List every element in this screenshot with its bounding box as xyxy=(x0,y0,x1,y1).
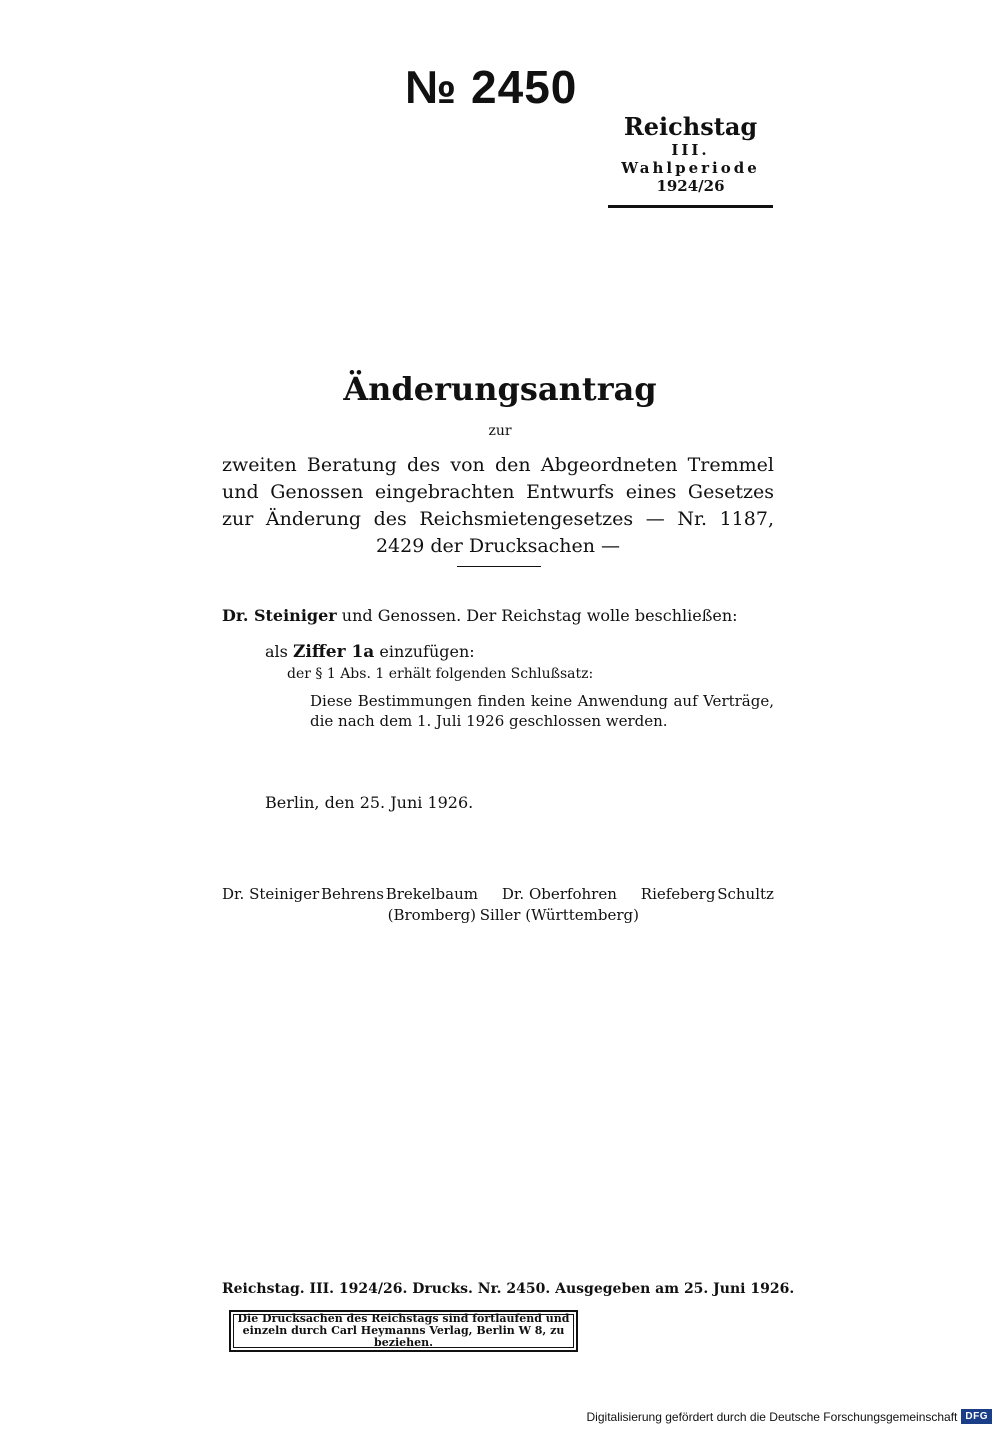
signatory-name: Schultz xyxy=(717,885,774,903)
amendment-prefix: als xyxy=(265,642,288,661)
signatory xyxy=(321,884,384,926)
dfg-logo: DFG xyxy=(961,1409,992,1424)
signatory-name: Brekelbaum xyxy=(385,885,478,903)
date-line: Berlin, den 25. Juni 1926. xyxy=(265,793,474,812)
parliament-name: Reichstag xyxy=(623,112,758,141)
signatory xyxy=(386,884,478,926)
title-preposition: zur xyxy=(488,423,512,439)
signatories xyxy=(222,884,774,926)
amendment-text: Diese Bestimmungen finden keine Anwendung auf Verträge, die nach dem 1. Juli 1926 geschlossen werden. xyxy=(310,692,774,730)
parliament-header xyxy=(608,112,773,208)
legislative-period: III. Wahlperiode xyxy=(621,141,760,177)
motion-intro-text: und Genossen. Der Reichstag wolle beschließen: xyxy=(341,606,738,625)
motion-intro xyxy=(222,606,738,625)
signatory-sub: Siller (Württemberg) xyxy=(479,906,639,924)
separator-line xyxy=(457,566,541,567)
signatory-sub: (Bromberg) xyxy=(387,906,477,924)
signatory xyxy=(717,884,774,926)
footer-imprint: Reichstag. III. 1924/26. Drucks. Nr. 2450. Ausgegeben am 25. Juni 1926. xyxy=(222,1281,795,1297)
amendment-suffix: einzufügen: xyxy=(379,642,475,661)
signatory xyxy=(222,884,319,926)
motion-mover: Dr. Steiniger xyxy=(222,606,337,625)
amendment-line-1 xyxy=(265,642,475,662)
signatory-name: Dr. Steiniger xyxy=(222,885,320,903)
document-title: Änderungsantrag xyxy=(343,370,657,408)
signatory xyxy=(641,884,716,926)
amendment-item: Ziffer 1a xyxy=(292,642,375,662)
amendment-line-2: der § 1 Abs. 1 erhält folgenden Schlußsatz: xyxy=(287,666,594,682)
digitization-text: Digitalisierung gefördert durch die Deutsche Forschungsgemeinschaft xyxy=(586,1409,958,1424)
signatory-name: Behrens xyxy=(320,885,384,903)
period-years: 1924/26 xyxy=(656,177,725,195)
signatory-name: Riefeberg xyxy=(640,885,716,903)
document-number: № 2450 xyxy=(405,61,578,113)
header-rule xyxy=(608,205,773,208)
signatory-name: Dr. Oberfohren xyxy=(501,885,617,903)
digitization-credit xyxy=(587,1409,992,1424)
document-subject: zweiten Beratung des von den Abgeordneten Tremmel und Genossen eingebrachten Entwurfs eines Gesetzes zur Änderung des Reichsmietengesetzes — Nr. 1187, 2429 der Drucksachen — xyxy=(222,454,774,557)
signatory xyxy=(480,884,639,926)
publisher-notice: Die Drucksachen des Reichstags sind fortlaufend und einzeln durch Carl Heymanns Verlag, Berlin W 8, zu beziehen. xyxy=(229,1310,578,1352)
